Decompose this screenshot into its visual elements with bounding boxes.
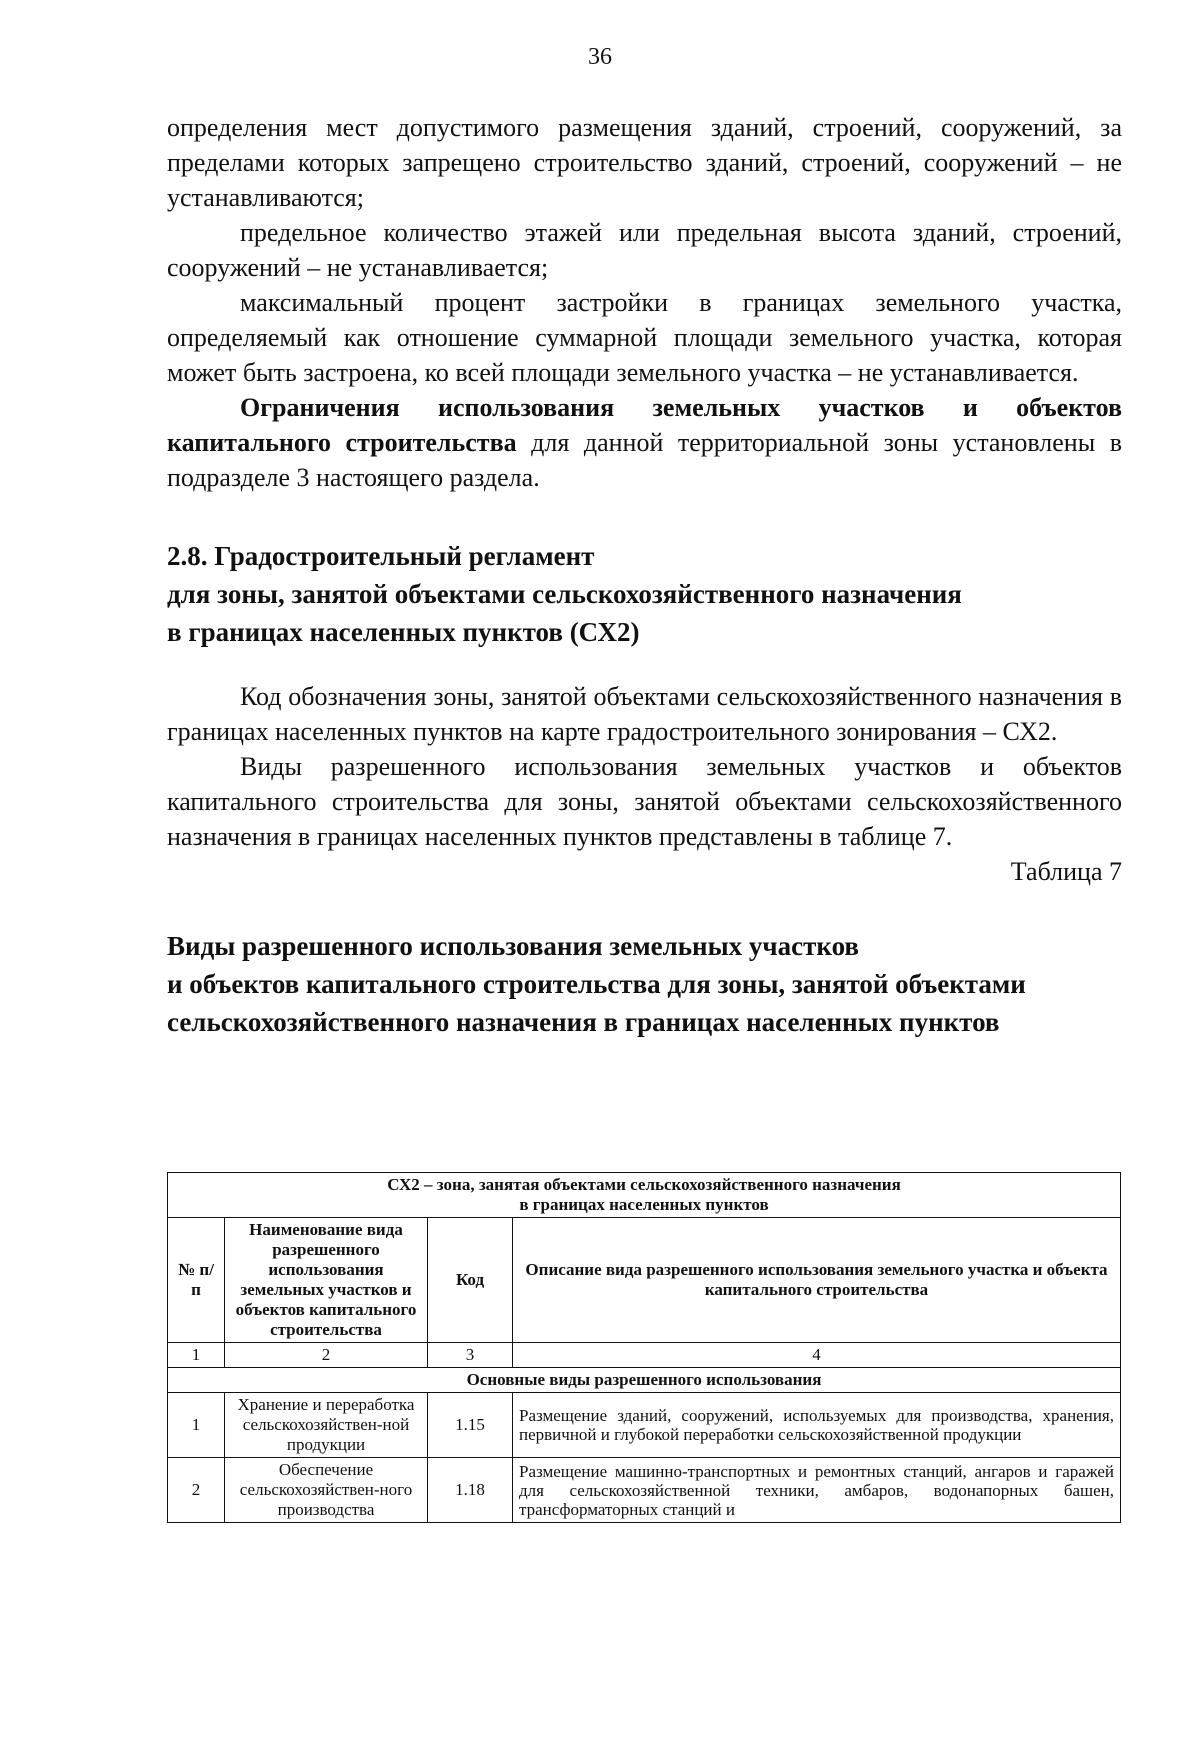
column-number: 1 xyxy=(168,1343,225,1368)
column-number: 4 xyxy=(513,1343,1121,1368)
zone-header-line1: СХ2 – зона, занятая объектами сельскохозяйственного назначения xyxy=(387,1175,901,1194)
paragraph-zone-code: Код обозначения зоны, занятой объектами сельскохозяйственного назначения в границах населенных пунктов на карте градостроительного зонирования – СХ2. xyxy=(167,682,1122,746)
paragraph-floors-limit: предельное количество этажей или предельная высота зданий, строений, сооружений – не устанавливается; xyxy=(167,218,1122,282)
row-code: 1.15 xyxy=(428,1393,513,1458)
table-title-line3: сельскохозяйственного назначения в границах населенных пунктов xyxy=(167,1007,1000,1037)
column-header-name: Наименование вида разрешенного использования земельных участков и объектов капитального строительства xyxy=(225,1218,428,1343)
row-description: Размещение машинно-транспортных и ремонтных станций, ангаров и гаражей для сельскохозяйственной техники, амбаров, водонапорных башен, трансформаторных станций и xyxy=(513,1458,1121,1523)
row-name: Обеспечение сельскохозяйствен-ного производства xyxy=(225,1458,428,1523)
paragraph-max-coverage: максимальный процент застройки в границах земельного участка, определяемый как отношение суммарной площади земельного участка, которая может быть застроена, ко всей площади земельного участка – не устанавливается. xyxy=(167,288,1122,387)
table-column-header-row xyxy=(168,1218,1121,1343)
table-section-row xyxy=(168,1368,1121,1393)
table-zone-header xyxy=(168,1173,1121,1218)
page-number: 36 xyxy=(588,44,612,70)
table-title xyxy=(167,927,1122,1041)
column-number: 2 xyxy=(225,1343,428,1368)
section-heading-line2: для зоны, занятой объектами сельскохозяйственного назначения xyxy=(167,579,962,609)
permitted-uses-table xyxy=(167,1172,1121,1523)
document-body xyxy=(167,110,1122,1041)
column-header-desc: Описание вида разрешенного использования земельного участка и объекта капитального строительства xyxy=(513,1218,1121,1343)
table-title-line2: и объектов капитального строительства для зоны, занятой объектами xyxy=(167,969,1026,999)
column-header-num: № п/п xyxy=(168,1218,225,1343)
paragraph-placement-limits: определения мест допустимого размещения зданий, строений, сооружений, за пределами которых запрещено строительство зданий, строений, сооружений – не устанавливаются; xyxy=(167,113,1122,212)
table-column-number-row xyxy=(168,1343,1121,1368)
row-num: 2 xyxy=(168,1458,225,1523)
table-zone-header-row xyxy=(168,1173,1121,1218)
row-num: 1 xyxy=(168,1393,225,1458)
restrictions-text: для данной территориальной зоны установлены в подразделе 3 настоящего раздела. xyxy=(167,428,1122,492)
table-row xyxy=(168,1458,1121,1523)
table-row xyxy=(168,1393,1121,1458)
row-name: Хранение и переработка сельскохозяйствен-ной продукции xyxy=(225,1393,428,1458)
section-heading xyxy=(167,537,1122,651)
restrictions-bold-text: Ограничения использования земельных участков и объектов капитального строительства xyxy=(167,393,1122,457)
section-heading-line1: 2.8. Градостроительный регламент xyxy=(167,541,595,571)
column-number: 3 xyxy=(428,1343,513,1368)
section-heading-line3: в границах населенных пунктов (СХ2) xyxy=(167,617,640,647)
zone-header-line2: в границах населенных пунктов xyxy=(519,1195,769,1214)
column-header-code: Код xyxy=(428,1218,513,1343)
row-description: Размещение зданий, сооружений, используемых для производства, хранения, первичной и глубокой переработки сельскохозяйственной продукции xyxy=(513,1393,1121,1458)
table-title-line1: Виды разрешенного использования земельных участков xyxy=(167,931,859,961)
paragraph-permitted-uses: Виды разрешенного использования земельных участков и объектов капитального строительства для зоны, занятой объектами сельскохозяйственного назначения в границах населенных пунктов представлены в таблице 7. xyxy=(167,752,1122,851)
section-main-uses: Основные виды разрешенного использования xyxy=(168,1368,1121,1393)
row-code: 1.18 xyxy=(428,1458,513,1523)
paragraph-restrictions xyxy=(167,390,1122,495)
table-label: Таблица 7 xyxy=(1010,857,1122,886)
